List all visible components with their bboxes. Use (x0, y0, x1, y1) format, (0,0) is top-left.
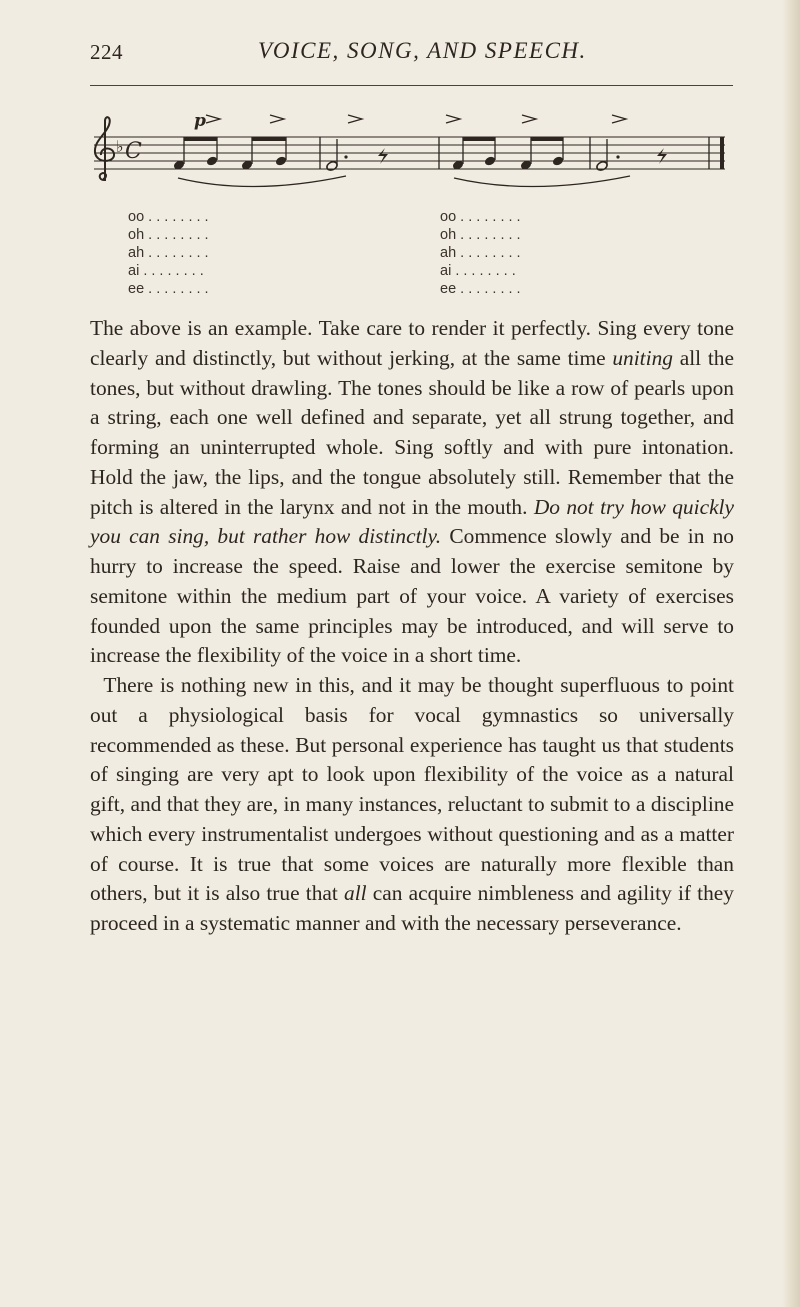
italic-run: uniting (612, 345, 673, 370)
text-run: can acquire nimbleness and agility if they proceed in a systematic manner and with the necessary perseverance. (90, 881, 734, 935)
vowel-row: ah . . . . . . . . (440, 245, 521, 261)
page-number: 224 (90, 40, 123, 64)
vowel-row: ee . . . . . . . . (128, 281, 209, 297)
running-title: VOICE, SONG, AND SPEECH. (258, 38, 587, 63)
music-example (82, 112, 744, 192)
text-run: all the tones, but without drawling. The tones should be like a row of pearls upon a string, each one well defined and separate, yet all strung together, and forming an uninterrupted whole. Sing softly and with pure intonation. Hold the jaw, the lips, and the tongue absolutely still. Remember that the pitch is altered in the larynx and not in the mouth. (90, 345, 734, 519)
accent-marks (206, 115, 626, 123)
vowel-row: oh . . . . . . . . (128, 227, 209, 243)
italic-run: Do not try how quickly you can sing, but rather how distinctly. (90, 494, 734, 549)
vowel-column-right (440, 208, 521, 298)
page-edge-shadow (782, 0, 800, 1307)
vowel-row: ai . . . . . . . . (128, 263, 204, 279)
vowel-row: oo . . . . . . . . (440, 209, 521, 225)
slurs (178, 176, 630, 187)
flat-sign-icon: ♭ (116, 137, 124, 156)
vowel-row: ai . . . . . . . . (440, 263, 516, 279)
body-text (90, 314, 734, 939)
rests (378, 148, 667, 164)
paragraph-2 (90, 671, 734, 939)
vowel-row: ah . . . . . . . . (128, 245, 209, 261)
dynamic-piano-marking: p (194, 112, 206, 131)
text-run: There is nothing new in this, and it may be thought superfluous to point out a physiological basis for vocal gymnastics so universally recommended as these. But personal experience has taught us that students of singing are very apt to look upon flexibility of the voice as a natural gift, and that they are, in many instances, reluctant to submit to a discipline which every instrumentalist undergoes without questioning and as a matter of course. It is true that some voices are naturally more flexible than others, but it is also true that (90, 673, 734, 906)
vowel-row: oo . . . . . . . . (128, 209, 209, 225)
treble-clef-icon (95, 117, 114, 181)
vowel-column-left (128, 208, 209, 298)
paragraph-1 (90, 314, 734, 671)
header-rule (90, 85, 733, 86)
text-run: Commence slowly and be in no hurry to increase the speed. Raise and lower the exercise semitone by semitone within the medium part of your voice. A variety of exercises founded upon the same principles may be introduced, and will serve to increase the flexibility of the voice in a short time. (90, 524, 735, 668)
italic-run: all (344, 881, 367, 906)
time-signature-common-time: C (125, 139, 142, 164)
vowel-row: oh . . . . . . . . (440, 227, 521, 243)
text-run: The above is an example. Take care to render it perfectly. Sing every tone clearly and distinctly, but without jerking, at the same time (90, 316, 734, 370)
staff-lines (94, 137, 725, 169)
vowel-row: ee . . . . . . . . (440, 281, 521, 297)
